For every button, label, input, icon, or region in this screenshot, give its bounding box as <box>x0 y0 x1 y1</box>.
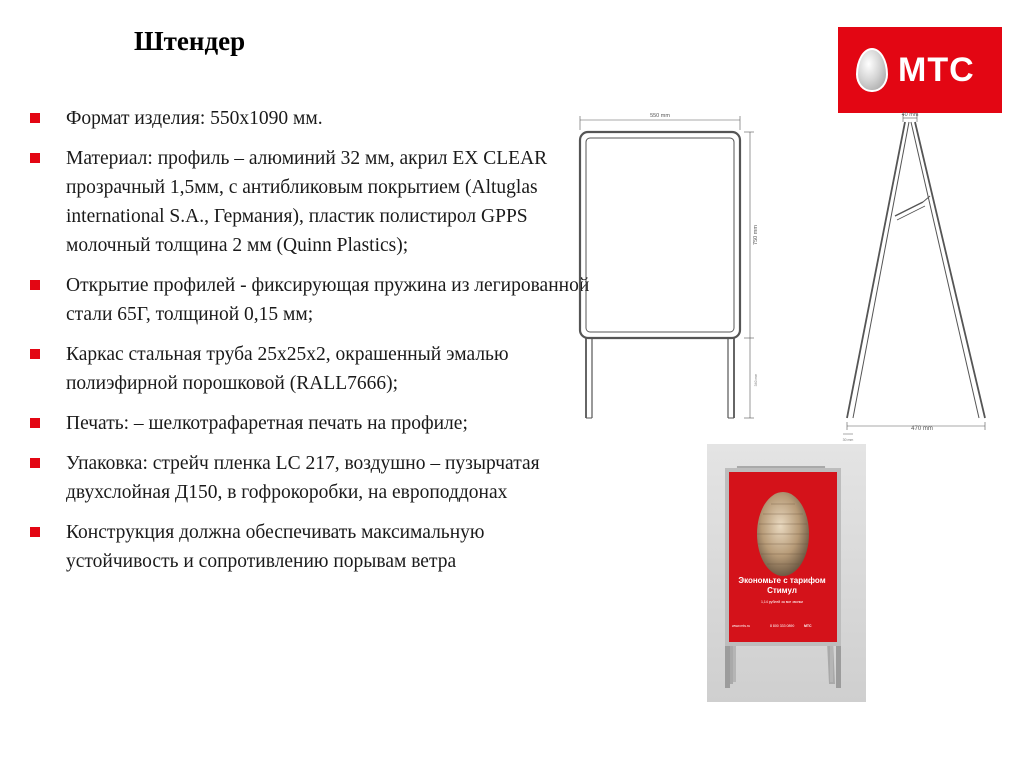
front-view-drawing <box>568 108 763 428</box>
list-item: Материал: профиль – алюминий 32 мм, акрил ЕХ CLEAR прозрачный 1,5мм, с антибликовым покрытием (Altuglas international S.A., Германия), пластик полистирол GPPS молочный толщина 2 мм (Quinn Plastics); <box>30 144 590 260</box>
product-photo <box>707 444 866 702</box>
poster-title: Экономьте с тарифом Стимул <box>738 576 826 595</box>
spec-list <box>30 104 590 587</box>
side-view-drawing <box>835 108 995 443</box>
egg-icon <box>856 48 888 92</box>
side-bottom-label: 470 mm <box>911 426 933 432</box>
bullet-square-icon <box>30 113 40 123</box>
bullet-square-icon <box>30 349 40 359</box>
bullet-square-icon <box>30 153 40 163</box>
poster-url: www.mts.ru <box>732 624 751 628</box>
list-item: Печать: – шелкотрафаретная печать на профиле; <box>30 409 590 438</box>
list-item: Каркас стальная труба 25х25х2, окрашенный эмалью полиэфирной порошковой (RALL7666); <box>30 340 590 398</box>
logo-text: МТС <box>898 50 975 89</box>
poster-phone: 8 800 333 0890 <box>770 624 795 628</box>
poster-subtitle: 1,14 рублей за все звонки <box>760 600 804 604</box>
bullet-square-icon <box>30 458 40 468</box>
side-foot-label: 30 mm <box>842 438 854 442</box>
front-height-label: 750 mm <box>753 225 759 245</box>
bullet-square-icon <box>30 418 40 428</box>
side-top-label: 40 mm <box>901 112 919 118</box>
front-leg-label: 340 mm <box>754 373 758 387</box>
bullet-square-icon <box>30 280 40 290</box>
a-frame-stand-illustration <box>707 444 866 702</box>
page-title: Штендер <box>134 26 246 56</box>
list-item: Конструкция должна обеспечивать максимальную устойчивость и сопротивлению порывам ветра <box>30 518 590 576</box>
bullet-square-icon <box>30 527 40 537</box>
list-item: Упаковка: стрейч пленка LC 217, воздушно – пузырчатая двухслойная Д150, в гофрокоробки, на европоддонах <box>30 449 590 507</box>
poster-brand: МТС <box>804 624 812 628</box>
front-width-label: 550 mm <box>650 113 670 119</box>
list-item: Открытие профилей - фиксирующая пружина из легированной стали 65Г, толщиной 0,15 мм; <box>30 271 590 329</box>
list-item: Формат изделия: 550х1090 мм. <box>30 104 590 133</box>
mts-logo <box>838 27 1002 113</box>
